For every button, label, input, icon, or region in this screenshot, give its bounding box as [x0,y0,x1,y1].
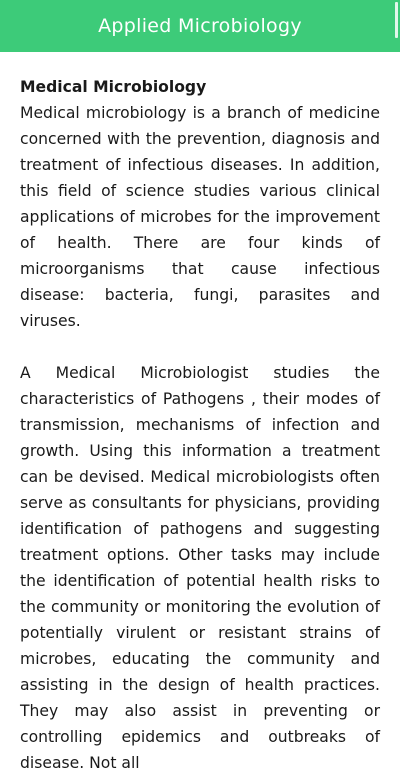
article-heading: Medical Microbiology [20,78,207,96]
article-paragraph-1: Medical microbiology is a branch of medicine concerned with the prevention, diagnosis and treatment of infectious diseases. In addition, this field of science studies various clinical applications of microbes for the improvement of health. There are four kinds of microorganisms that cause infectious disease: bacteria, fungi, parasites and viruses. [20,104,380,330]
article-paragraph-2: A Medical Microbiologist studies the characteristics of Pathogens , their modes of transmission, mechanisms of infection and growth. Using this information a treatment can be devised. Medical microbiologists often serve as consultants for physicians, providing identification of pathogens and suggesting treatment options. Other tasks may include the identification of potential health risks to the community or monitoring the evolution of potentially virulent or resistant strains of microbes, educating the community and assisting in the design of health practices. They may also assist in preventing or controlling epidemics and outbreaks of disease. Not all [20,364,380,772]
app-bar [0,0,400,52]
scrollbar-thumb[interactable] [395,2,398,38]
article-content[interactable] [20,74,380,776]
app-title: Applied Microbiology [98,15,302,37]
paragraph-spacer [20,334,380,360]
